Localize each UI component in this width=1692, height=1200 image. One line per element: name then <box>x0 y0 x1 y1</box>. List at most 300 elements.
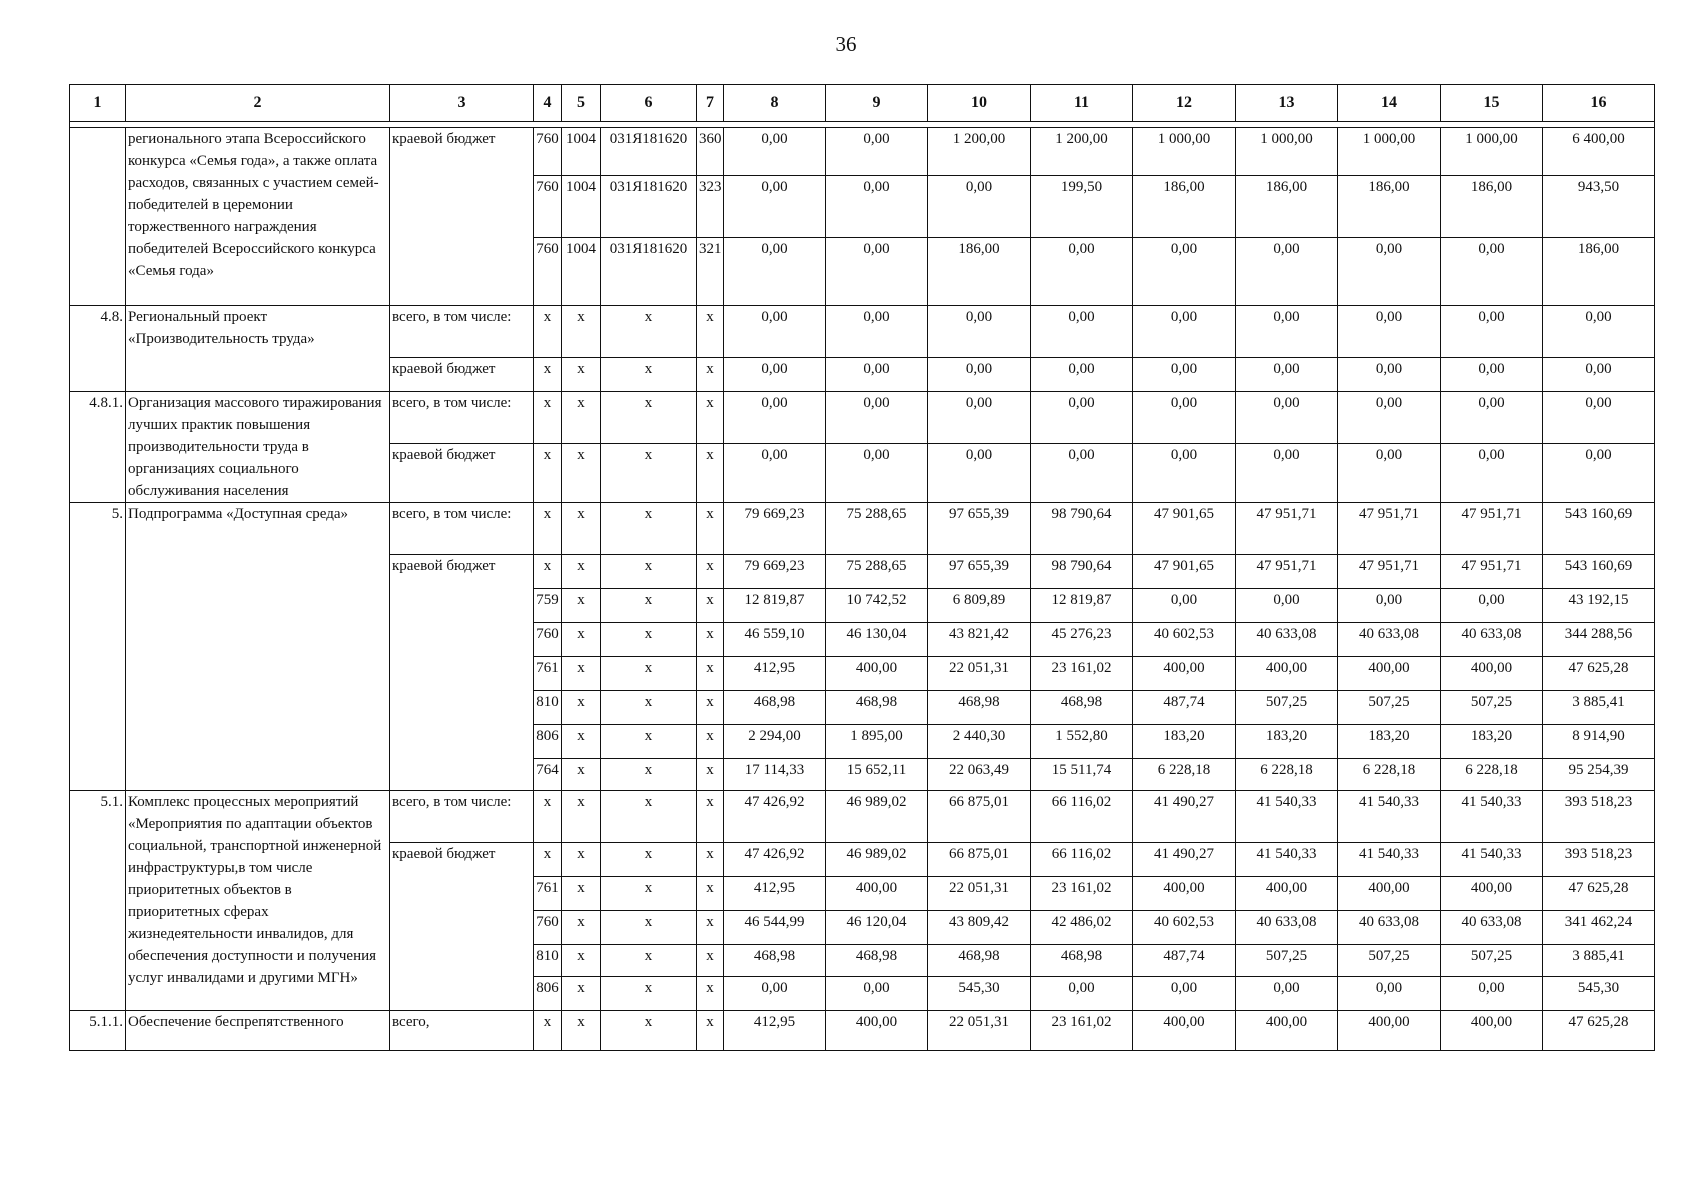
amount-col-11: 42 486,02 <box>1031 911 1133 945</box>
amount-col-15: 0,00 <box>1441 589 1543 623</box>
amount-col-16: 0,00 <box>1543 444 1655 503</box>
table-row <box>70 1011 1655 1051</box>
amount-col-14: 41 540,33 <box>1338 843 1441 877</box>
column-header-2: 2 <box>126 85 390 122</box>
amount-col-13: 0,00 <box>1236 358 1338 392</box>
amount-col-12: 47 901,65 <box>1133 503 1236 555</box>
code-section: x <box>562 358 601 392</box>
amount-col-11: 45 276,23 <box>1031 623 1133 657</box>
code-expense-type: x <box>697 589 724 623</box>
amount-col-9: 46 130,04 <box>826 623 928 657</box>
amount-col-12: 0,00 <box>1133 589 1236 623</box>
code-target-article: x <box>601 392 697 444</box>
amount-col-14: 400,00 <box>1338 1011 1441 1051</box>
code-expense-type: x <box>697 623 724 657</box>
amount-col-8: 79 669,23 <box>724 555 826 589</box>
funding-source: краевой бюджет <box>390 358 534 392</box>
amount-col-16: 186,00 <box>1543 238 1655 306</box>
item-index: 4.8. <box>70 306 126 392</box>
amount-col-13: 186,00 <box>1236 176 1338 238</box>
amount-col-12: 400,00 <box>1133 1011 1236 1051</box>
funding-source: всего, в том числе: <box>390 791 534 843</box>
code-grbs: x <box>534 1011 562 1051</box>
amount-col-11: 12 819,87 <box>1031 589 1133 623</box>
amount-col-9: 0,00 <box>826 128 928 176</box>
amount-col-9: 0,00 <box>826 358 928 392</box>
amount-col-10: 97 655,39 <box>928 555 1031 589</box>
code-grbs: x <box>534 791 562 843</box>
code-target-article: x <box>601 623 697 657</box>
amount-col-16: 47 625,28 <box>1543 877 1655 911</box>
amount-col-10: 97 655,39 <box>928 503 1031 555</box>
amount-col-12: 487,74 <box>1133 945 1236 977</box>
amount-col-8: 412,95 <box>724 1011 826 1051</box>
amount-col-13: 0,00 <box>1236 977 1338 1011</box>
code-section: x <box>562 945 601 977</box>
amount-col-13: 41 540,33 <box>1236 791 1338 843</box>
amount-col-11: 66 116,02 <box>1031 843 1133 877</box>
amount-col-14: 400,00 <box>1338 657 1441 691</box>
amount-col-16: 545,30 <box>1543 977 1655 1011</box>
code-target-article: 031Я181620 <box>601 238 697 306</box>
code-grbs: 760 <box>534 911 562 945</box>
amount-col-11: 1 200,00 <box>1031 128 1133 176</box>
amount-col-16: 0,00 <box>1543 358 1655 392</box>
table-row <box>70 791 1655 843</box>
item-name: Комплекс процессных мероприятий «Мероприятия по адаптации объектов социальной, транспортной инженерной инфраструктуры,в том числе приоритетных объектов в приоритетных сферах жизнедеятельности инвалидов, для обеспечения доступности и получения услуг инвалидами и другими МГН» <box>126 791 390 1011</box>
code-target-article: x <box>601 977 697 1011</box>
amount-col-16: 543 160,69 <box>1543 503 1655 555</box>
code-grbs: x <box>534 843 562 877</box>
amount-col-10: 66 875,01 <box>928 791 1031 843</box>
column-header-9: 9 <box>826 85 928 122</box>
amount-col-16: 0,00 <box>1543 306 1655 358</box>
amount-col-11: 23 161,02 <box>1031 877 1133 911</box>
code-expense-type: 323 <box>697 176 724 238</box>
amount-col-8: 0,00 <box>724 977 826 1011</box>
column-header-8: 8 <box>724 85 826 122</box>
amount-col-16: 6 400,00 <box>1543 128 1655 176</box>
code-expense-type: x <box>697 358 724 392</box>
amount-col-10: 0,00 <box>928 444 1031 503</box>
code-target-article: 031Я181620 <box>601 176 697 238</box>
code-section: 1004 <box>562 238 601 306</box>
amount-col-14: 0,00 <box>1338 977 1441 1011</box>
funding-source: всего, <box>390 1011 534 1051</box>
amount-col-8: 0,00 <box>724 176 826 238</box>
table-row <box>70 392 1655 444</box>
amount-col-9: 1 895,00 <box>826 725 928 759</box>
amount-col-10: 0,00 <box>928 306 1031 358</box>
amount-col-12: 400,00 <box>1133 877 1236 911</box>
amount-col-9: 0,00 <box>826 392 928 444</box>
amount-col-15: 0,00 <box>1441 358 1543 392</box>
amount-col-11: 0,00 <box>1031 238 1133 306</box>
amount-col-11: 468,98 <box>1031 945 1133 977</box>
amount-col-14: 41 540,33 <box>1338 791 1441 843</box>
column-header-5: 5 <box>562 85 601 122</box>
code-expense-type: x <box>697 791 724 843</box>
code-expense-type: x <box>697 945 724 977</box>
funding-source: всего, в том числе: <box>390 306 534 358</box>
funding-source: краевой бюджет <box>390 555 534 791</box>
amount-col-9: 400,00 <box>826 877 928 911</box>
code-target-article: 031Я181620 <box>601 128 697 176</box>
code-expense-type: x <box>697 725 724 759</box>
amount-col-15: 47 951,71 <box>1441 555 1543 589</box>
amount-col-10: 0,00 <box>928 176 1031 238</box>
amount-col-10: 0,00 <box>928 358 1031 392</box>
amount-col-10: 6 809,89 <box>928 589 1031 623</box>
table-body <box>70 122 1655 1051</box>
amount-col-10: 186,00 <box>928 238 1031 306</box>
code-expense-type: x <box>697 977 724 1011</box>
code-grbs: 759 <box>534 589 562 623</box>
amount-col-8: 46 559,10 <box>724 623 826 657</box>
code-grbs: 806 <box>534 977 562 1011</box>
amount-col-13: 507,25 <box>1236 691 1338 725</box>
column-header-4: 4 <box>534 85 562 122</box>
column-header-7: 7 <box>697 85 724 122</box>
amount-col-13: 400,00 <box>1236 877 1338 911</box>
funding-source: всего, в том числе: <box>390 503 534 555</box>
amount-col-16: 95 254,39 <box>1543 759 1655 791</box>
amount-col-12: 0,00 <box>1133 358 1236 392</box>
amount-col-15: 0,00 <box>1441 977 1543 1011</box>
amount-col-13: 41 540,33 <box>1236 843 1338 877</box>
amount-col-11: 15 511,74 <box>1031 759 1133 791</box>
code-grbs: 760 <box>534 238 562 306</box>
amount-col-11: 98 790,64 <box>1031 503 1133 555</box>
amount-col-15: 400,00 <box>1441 1011 1543 1051</box>
code-grbs: 761 <box>534 877 562 911</box>
column-header-6: 6 <box>601 85 697 122</box>
column-header-13: 13 <box>1236 85 1338 122</box>
table-row <box>70 503 1655 555</box>
amount-col-14: 0,00 <box>1338 392 1441 444</box>
amount-col-8: 46 544,99 <box>724 911 826 945</box>
amount-col-13: 1 000,00 <box>1236 128 1338 176</box>
column-header-1: 1 <box>70 85 126 122</box>
amount-col-12: 400,00 <box>1133 657 1236 691</box>
code-expense-type: x <box>697 877 724 911</box>
code-grbs: 810 <box>534 945 562 977</box>
code-section: x <box>562 392 601 444</box>
amount-col-8: 0,00 <box>724 358 826 392</box>
amount-col-14: 183,20 <box>1338 725 1441 759</box>
amount-col-14: 47 951,71 <box>1338 503 1441 555</box>
column-header-12: 12 <box>1133 85 1236 122</box>
amount-col-11: 0,00 <box>1031 358 1133 392</box>
amount-col-11: 23 161,02 <box>1031 1011 1133 1051</box>
code-target-article: x <box>601 306 697 358</box>
code-section: x <box>562 657 601 691</box>
amount-col-14: 0,00 <box>1338 589 1441 623</box>
amount-col-16: 3 885,41 <box>1543 945 1655 977</box>
amount-col-8: 0,00 <box>724 238 826 306</box>
amount-col-16: 43 192,15 <box>1543 589 1655 623</box>
amount-col-10: 0,00 <box>928 392 1031 444</box>
code-section: x <box>562 791 601 843</box>
code-expense-type: 321 <box>697 238 724 306</box>
amount-col-9: 46 989,02 <box>826 843 928 877</box>
item-name: Организация массового тиражирования лучших практик повышения производительности труда в организациях социального обслуживания населения <box>126 392 390 503</box>
item-index: 4.8.1. <box>70 392 126 503</box>
code-expense-type: x <box>697 657 724 691</box>
amount-col-10: 22 051,31 <box>928 657 1031 691</box>
code-target-article: x <box>601 358 697 392</box>
amount-col-15: 47 951,71 <box>1441 503 1543 555</box>
amount-col-8: 412,95 <box>724 877 826 911</box>
amount-col-9: 75 288,65 <box>826 555 928 589</box>
code-target-article: x <box>601 589 697 623</box>
code-section: x <box>562 691 601 725</box>
amount-col-15: 41 540,33 <box>1441 791 1543 843</box>
column-header-14: 14 <box>1338 85 1441 122</box>
code-expense-type: x <box>697 759 724 791</box>
code-grbs: x <box>534 444 562 503</box>
amount-col-10: 468,98 <box>928 691 1031 725</box>
amount-col-15: 400,00 <box>1441 657 1543 691</box>
amount-col-13: 47 951,71 <box>1236 555 1338 589</box>
amount-col-9: 400,00 <box>826 657 928 691</box>
amount-col-9: 75 288,65 <box>826 503 928 555</box>
amount-col-12: 1 000,00 <box>1133 128 1236 176</box>
amount-col-9: 46 120,04 <box>826 911 928 945</box>
amount-col-14: 186,00 <box>1338 176 1441 238</box>
amount-col-9: 0,00 <box>826 238 928 306</box>
code-section: x <box>562 503 601 555</box>
code-grbs: x <box>534 392 562 444</box>
code-grbs: 764 <box>534 759 562 791</box>
amount-col-15: 507,25 <box>1441 945 1543 977</box>
code-expense-type: x <box>697 911 724 945</box>
amount-col-9: 10 742,52 <box>826 589 928 623</box>
amount-col-11: 199,50 <box>1031 176 1133 238</box>
code-section: x <box>562 911 601 945</box>
amount-col-14: 40 633,08 <box>1338 623 1441 657</box>
amount-col-15: 183,20 <box>1441 725 1543 759</box>
code-expense-type: x <box>697 1011 724 1051</box>
column-header-16: 16 <box>1543 85 1655 122</box>
amount-col-16: 344 288,56 <box>1543 623 1655 657</box>
amount-col-8: 0,00 <box>724 306 826 358</box>
amount-col-13: 40 633,08 <box>1236 623 1338 657</box>
amount-col-14: 507,25 <box>1338 691 1441 725</box>
code-section: x <box>562 877 601 911</box>
amount-col-14: 400,00 <box>1338 877 1441 911</box>
item-index: 5. <box>70 503 126 791</box>
amount-col-13: 183,20 <box>1236 725 1338 759</box>
amount-col-10: 43 809,42 <box>928 911 1031 945</box>
amount-col-11: 23 161,02 <box>1031 657 1133 691</box>
amount-col-15: 6 228,18 <box>1441 759 1543 791</box>
code-target-article: x <box>601 877 697 911</box>
amount-col-16: 943,50 <box>1543 176 1655 238</box>
item-name: Подпрограмма «Доступная среда» <box>126 503 390 791</box>
amount-col-14: 0,00 <box>1338 358 1441 392</box>
amount-col-11: 0,00 <box>1031 392 1133 444</box>
amount-col-15: 507,25 <box>1441 691 1543 725</box>
amount-col-8: 468,98 <box>724 945 826 977</box>
amount-col-16: 393 518,23 <box>1543 791 1655 843</box>
amount-col-10: 468,98 <box>928 945 1031 977</box>
code-section: x <box>562 1011 601 1051</box>
amount-col-14: 47 951,71 <box>1338 555 1441 589</box>
amount-col-13: 0,00 <box>1236 306 1338 358</box>
column-header-11: 11 <box>1031 85 1133 122</box>
amount-col-12: 0,00 <box>1133 238 1236 306</box>
amount-col-9: 0,00 <box>826 176 928 238</box>
code-grbs: x <box>534 358 562 392</box>
code-section: x <box>562 444 601 503</box>
code-expense-type: x <box>697 691 724 725</box>
amount-col-13: 400,00 <box>1236 1011 1338 1051</box>
item-name: регионального этапа Всероссийского конкурса «Семья года», а также оплата расходов, связанных с участием семей-победителей в церемонии торжественного награждения победителей Всероссийского конкурса «Семья года» <box>126 128 390 306</box>
amount-col-11: 98 790,64 <box>1031 555 1133 589</box>
amount-col-16: 8 914,90 <box>1543 725 1655 759</box>
amount-col-8: 47 426,92 <box>724 843 826 877</box>
code-section: x <box>562 306 601 358</box>
amount-col-9: 0,00 <box>826 306 928 358</box>
amount-col-10: 22 051,31 <box>928 1011 1031 1051</box>
amount-col-12: 0,00 <box>1133 392 1236 444</box>
code-target-article: x <box>601 503 697 555</box>
code-expense-type: x <box>697 503 724 555</box>
code-expense-type: x <box>697 392 724 444</box>
amount-col-8: 412,95 <box>724 657 826 691</box>
code-section: x <box>562 589 601 623</box>
amount-col-16: 47 625,28 <box>1543 657 1655 691</box>
amount-col-8: 12 819,87 <box>724 589 826 623</box>
code-target-article: x <box>601 1011 697 1051</box>
amount-col-14: 0,00 <box>1338 444 1441 503</box>
amount-col-9: 15 652,11 <box>826 759 928 791</box>
code-grbs: x <box>534 555 562 589</box>
code-target-article: x <box>601 725 697 759</box>
funding-source: всего, в том числе: <box>390 392 534 444</box>
amount-col-14: 40 633,08 <box>1338 911 1441 945</box>
code-section: x <box>562 623 601 657</box>
amount-col-13: 0,00 <box>1236 589 1338 623</box>
amount-col-9: 46 989,02 <box>826 791 928 843</box>
code-expense-type: x <box>697 555 724 589</box>
amount-col-8: 17 114,33 <box>724 759 826 791</box>
amount-col-15: 41 540,33 <box>1441 843 1543 877</box>
amount-col-8: 0,00 <box>724 392 826 444</box>
amount-col-16: 0,00 <box>1543 392 1655 444</box>
code-section: x <box>562 725 601 759</box>
amount-col-12: 487,74 <box>1133 691 1236 725</box>
amount-col-15: 0,00 <box>1441 238 1543 306</box>
amount-col-14: 6 228,18 <box>1338 759 1441 791</box>
amount-col-13: 507,25 <box>1236 945 1338 977</box>
amount-col-10: 66 875,01 <box>928 843 1031 877</box>
amount-col-12: 47 901,65 <box>1133 555 1236 589</box>
amount-col-10: 43 821,42 <box>928 623 1031 657</box>
code-grbs: 810 <box>534 691 562 725</box>
code-grbs: x <box>534 503 562 555</box>
amount-col-10: 22 063,49 <box>928 759 1031 791</box>
amount-col-12: 0,00 <box>1133 306 1236 358</box>
code-expense-type: 360 <box>697 128 724 176</box>
amount-col-8: 47 426,92 <box>724 791 826 843</box>
amount-col-15: 186,00 <box>1441 176 1543 238</box>
amount-col-15: 40 633,08 <box>1441 911 1543 945</box>
amount-col-10: 2 440,30 <box>928 725 1031 759</box>
amount-col-14: 0,00 <box>1338 306 1441 358</box>
code-target-article: x <box>601 691 697 725</box>
table-row <box>70 306 1655 358</box>
code-grbs: x <box>534 306 562 358</box>
amount-col-9: 400,00 <box>826 1011 928 1051</box>
code-target-article: x <box>601 555 697 589</box>
amount-col-13: 47 951,71 <box>1236 503 1338 555</box>
amount-col-10: 545,30 <box>928 977 1031 1011</box>
code-target-article: x <box>601 444 697 503</box>
funding-source: краевой бюджет <box>390 444 534 503</box>
header-row <box>70 85 1655 122</box>
amount-col-8: 2 294,00 <box>724 725 826 759</box>
table-row <box>70 128 1655 176</box>
item-name: Региональный проект «Производительность труда» <box>126 306 390 392</box>
amount-col-15: 1 000,00 <box>1441 128 1543 176</box>
column-header-3: 3 <box>390 85 534 122</box>
code-section: 1004 <box>562 176 601 238</box>
code-grbs: 760 <box>534 623 562 657</box>
code-grbs: 760 <box>534 176 562 238</box>
amount-col-12: 6 228,18 <box>1133 759 1236 791</box>
item-index <box>70 128 126 306</box>
amount-col-8: 468,98 <box>724 691 826 725</box>
code-target-article: x <box>601 911 697 945</box>
code-expense-type: x <box>697 306 724 358</box>
funding-source: краевой бюджет <box>390 128 534 306</box>
amount-col-11: 0,00 <box>1031 444 1133 503</box>
amount-col-13: 0,00 <box>1236 392 1338 444</box>
column-header-10: 10 <box>928 85 1031 122</box>
amount-col-14: 1 000,00 <box>1338 128 1441 176</box>
amount-col-9: 0,00 <box>826 977 928 1011</box>
funding-source: краевой бюджет <box>390 843 534 1011</box>
amount-col-12: 0,00 <box>1133 977 1236 1011</box>
item-name: Обеспечение беспрепятственного <box>126 1011 390 1051</box>
amount-col-11: 1 552,80 <box>1031 725 1133 759</box>
amount-col-11: 66 116,02 <box>1031 791 1133 843</box>
code-grbs: 761 <box>534 657 562 691</box>
item-index: 5.1.1. <box>70 1011 126 1051</box>
amount-col-12: 186,00 <box>1133 176 1236 238</box>
amount-col-12: 183,20 <box>1133 725 1236 759</box>
amount-col-15: 40 633,08 <box>1441 623 1543 657</box>
amount-col-13: 40 633,08 <box>1236 911 1338 945</box>
amount-col-12: 40 602,53 <box>1133 911 1236 945</box>
amount-col-16: 3 885,41 <box>1543 691 1655 725</box>
amount-col-16: 543 160,69 <box>1543 555 1655 589</box>
item-index: 5.1. <box>70 791 126 1011</box>
amount-col-13: 400,00 <box>1236 657 1338 691</box>
amount-col-9: 468,98 <box>826 945 928 977</box>
amount-col-11: 0,00 <box>1031 306 1133 358</box>
amount-col-12: 41 490,27 <box>1133 843 1236 877</box>
amount-col-13: 6 228,18 <box>1236 759 1338 791</box>
budget-table <box>69 84 1655 1051</box>
column-header-15: 15 <box>1441 85 1543 122</box>
code-section: 1004 <box>562 128 601 176</box>
amount-col-15: 0,00 <box>1441 306 1543 358</box>
amount-col-9: 0,00 <box>826 444 928 503</box>
amount-col-8: 79 669,23 <box>724 503 826 555</box>
